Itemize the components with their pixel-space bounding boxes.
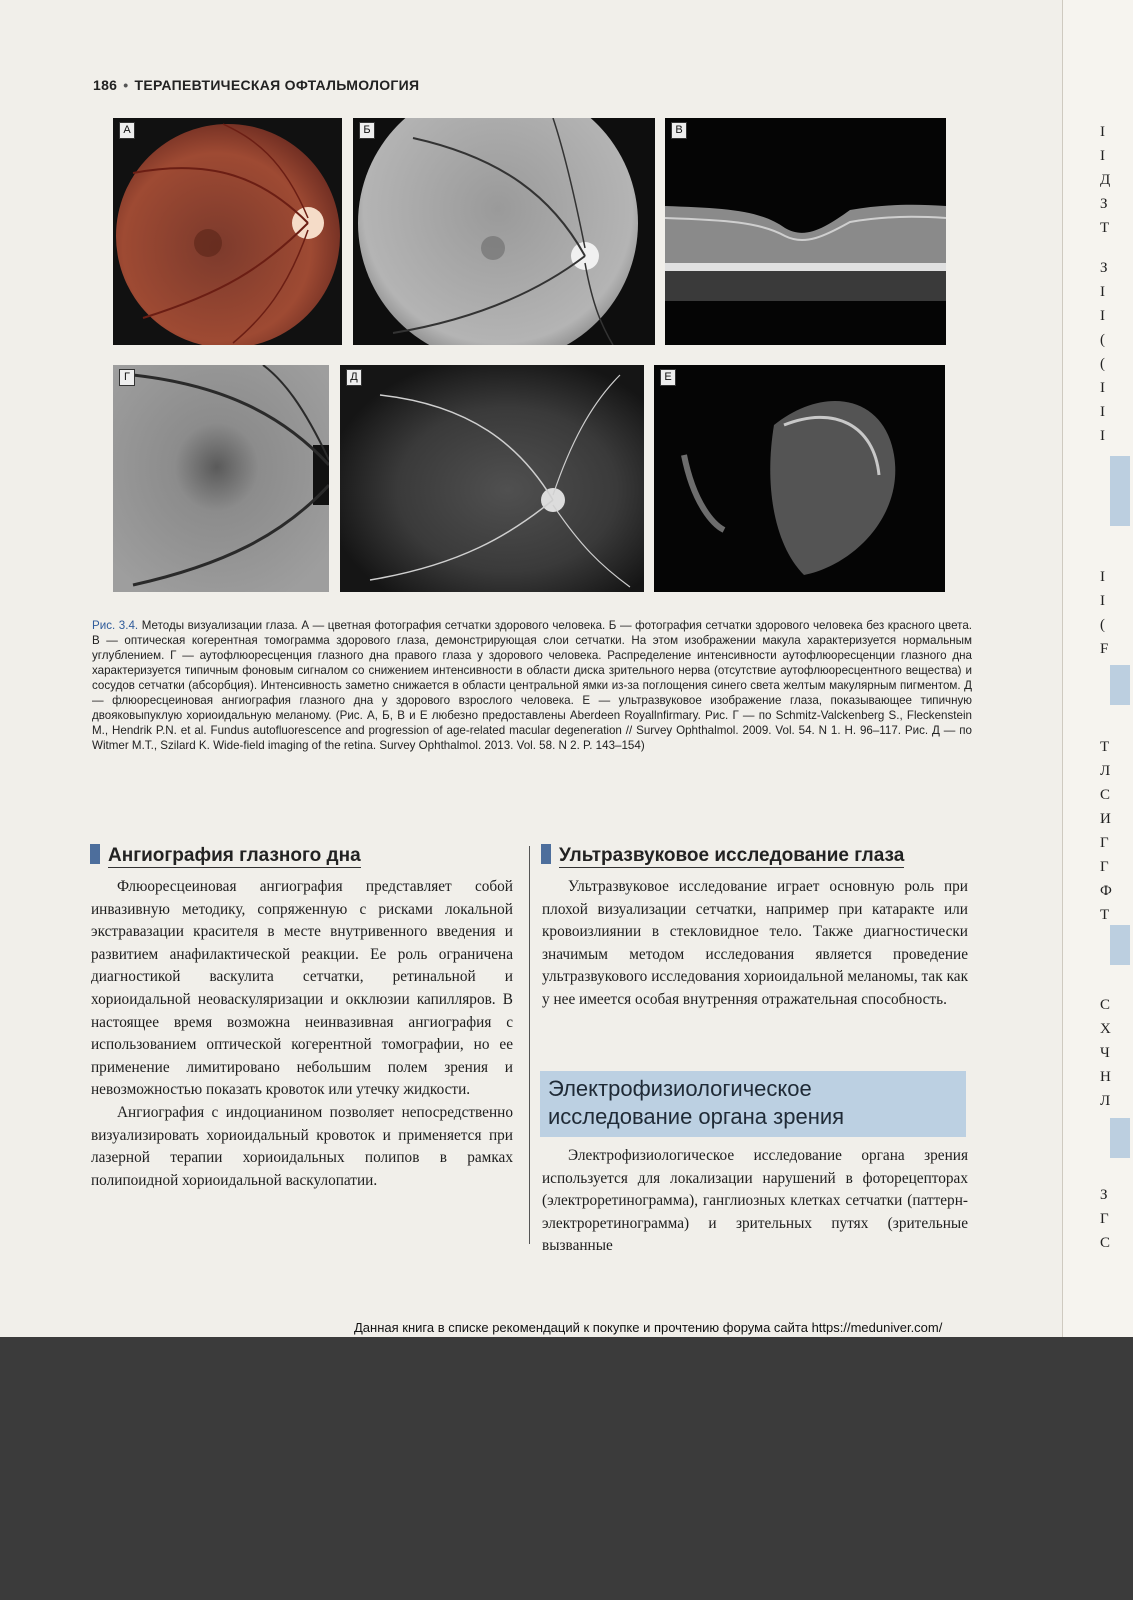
edge-letter: Т	[1100, 907, 1110, 923]
edge-letter: I	[1100, 380, 1105, 396]
heading-marker	[541, 844, 551, 864]
section-heading-text: Ультразвуковое исследование глаза	[559, 845, 905, 866]
figure-d-autofluorescence	[113, 365, 329, 592]
edge-letter: Т	[1100, 220, 1110, 236]
section-heading-electrophysiology	[540, 1071, 966, 1137]
edge-letter: I	[1100, 284, 1105, 300]
edge-letter: Ф	[1100, 883, 1112, 899]
section-heading-line: Электрофизиологическое	[548, 1076, 812, 1101]
edge-letter: (	[1100, 617, 1105, 633]
edge-letter: Л	[1100, 1093, 1111, 1109]
edge-letter: Г	[1100, 859, 1109, 875]
edge-letter: F	[1100, 641, 1109, 657]
edge-letter: Д	[1100, 172, 1111, 188]
section-heading-line: исследование органа зрения	[548, 1104, 845, 1129]
footer-note: Данная книга в списке рекомендаций к покупке и прочтению форума сайта https://meduniver.com/	[354, 1320, 943, 1335]
page-number: 186	[93, 77, 118, 93]
edge-letter: Ч	[1100, 1045, 1110, 1061]
header-separator: •	[123, 77, 129, 93]
edge-letter: Л	[1100, 763, 1111, 779]
edge-letter: С	[1100, 997, 1111, 1013]
edge-letter: Т	[1100, 739, 1110, 755]
edge-letter: I	[1100, 148, 1105, 164]
figure-label: Г	[119, 369, 135, 386]
right-column-text-1	[542, 876, 968, 1012]
figure-e-fluorescein-angiography	[340, 365, 644, 592]
edge-letter: (	[1100, 332, 1105, 348]
adjacent-page-blue-block	[1110, 456, 1130, 526]
edge-letter: I	[1100, 428, 1105, 444]
figure-caption-text: Методы визуализации глаза. А — цветная фотография сетчатки здорового человека. Б — фотография сетчатки здорового человека без красного цвета. В — оптическая когерентная томограмма здорового глаза, демонстрирующая слои сетчатки. На этом изображении макула характеризуется нормальным углублением. Г — аутофлюоресценция глазного дна правого глаза у здорового человека. Распределение интенсивности аутофлюоресценции глазного дна характеризуется типичным фоновым сигналом со снижением интенсивности в области диска зрительного нерва (отсутствие аутофлюоресцентного вещества) и сосудов сетчатки (абсорбция). Интенсивность заметно снижается в области центральной ямки из-за поглощения синего света желтым макулярным пигментом. Д — флюоресцеиновая ангиография глазного дна у здорового взрослого человека. Е — ультразвуковое изображение глаза, показывающее типичную двояковыпуклую хориоидальную меланому. (Рис. А, Б, В и Е любезно предоставлены Aberdeen Royallnfirmary. Рис. Г — по Schmitz-Valckenberg S., Fleckenstein M., Hendrik P.N. et al. Fundus autofluorescence and progression of age-related macular degeneration // Survey Ophthalmol. 2009. Vol. 54. N 1. H. 96–117. Рис. Д — по Witmer M.T., Szilard K. Wide-field imaging of the retina. Survey Ophthalmol. 2013. Vol. 58. N 2. P. 143–154)	[92, 619, 972, 752]
adjacent-page-letters	[1100, 735, 1112, 927]
figure-label: Д	[346, 369, 362, 386]
edge-letter: З	[1100, 196, 1108, 212]
figure-label: В	[671, 122, 687, 139]
heading-marker	[90, 844, 100, 864]
ultrasound-image	[654, 365, 945, 592]
edge-letter: Г	[1100, 1211, 1109, 1227]
color-fundus-image	[113, 118, 342, 345]
adjacent-page-letters	[1100, 565, 1108, 661]
edge-letter: I	[1100, 124, 1105, 140]
edge-letter: Г	[1100, 835, 1109, 851]
edge-letter: I	[1100, 308, 1105, 324]
section-heading-angiography	[90, 844, 361, 867]
edge-letter: С	[1100, 1235, 1111, 1251]
figure-b-red-free-fundus	[353, 118, 655, 345]
edge-letter: И	[1100, 811, 1111, 827]
autofluorescence-image	[113, 365, 329, 592]
book-title: ТЕРАПЕВТИЧЕСКАЯ ОФТАЛЬМОЛОГИЯ	[134, 77, 420, 93]
running-header	[93, 77, 419, 93]
red-free-fundus-image	[353, 118, 655, 345]
figure-label: Е	[660, 369, 676, 386]
left-column-text	[91, 876, 513, 1192]
edge-letter: Х	[1100, 1021, 1111, 1037]
figure-caption-ref: Рис. 3.4.	[92, 619, 139, 632]
adjacent-page-blue-block	[1110, 925, 1130, 965]
paragraph: Ангиография с индоцианином позволяет непосредственно визуализировать хориоидальный кровоток и применяется при лазерной терапии хориоидальных полипов в рамках полипоидной хориоидальной васкулопатии.	[91, 1103, 513, 1189]
figure-c-oct	[665, 118, 946, 345]
column-divider	[529, 846, 530, 1244]
paragraph: Электрофизиологическое исследование органа зрения используется для локализации нарушений в фоторецепторах (электроретинограмма), ганглиозных клетках сетчатки (паттерн-электроретинограмма) и зрительных путях (зрительные вызванные	[542, 1147, 968, 1255]
paragraph: Флюоресцеиновая ангиография представляет собой инвазивную методику, сопряженную с рисками локальной экстравазации красителя в месте внутривенного введения и развитием анафилактической реакции. Ее роль ограничена диагностикой васкулита сетчатки, ретинальной и хориоидальной неоваскуляризации и окклюзии капилляров. В настоящее время возможна неинвазивная ангиография с использованием оптической когерентной томографии, но ее применение лимитировано небольшим полем зрения и невозможностью показать кровоток или утечку жидкости.	[91, 878, 513, 1099]
edge-letter: С	[1100, 787, 1111, 803]
adjacent-page-letters	[1100, 993, 1111, 1113]
figure-a-color-fundus	[113, 118, 342, 345]
adjacent-page-blue-block	[1110, 1118, 1130, 1158]
figure-caption	[92, 618, 972, 753]
edge-letter: Н	[1100, 1069, 1111, 1085]
adjacent-page-letters	[1100, 1183, 1110, 1255]
edge-letter: З	[1100, 260, 1108, 276]
figure-f-ultrasound	[654, 365, 945, 592]
section-heading-ultrasound	[541, 844, 904, 867]
adjacent-page-blue-block	[1110, 665, 1130, 705]
edge-letter: I	[1100, 593, 1105, 609]
figure-label: А	[119, 122, 135, 139]
paragraph: Ультразвуковое исследование играет основную роль при плохой визуализации сетчатки, например при катаракте или кровоизлиянии в стекловидное тело. Также диагностически значимым методом исследования является проведение ультразвукового исследования хориоидальной меланомы, так как у нее имеется особая внутренняя отражательная способность.	[542, 878, 968, 1008]
edge-letter: З	[1100, 1187, 1108, 1203]
right-column-text-2	[542, 1145, 968, 1258]
fluorescein-angiography-image	[340, 365, 644, 592]
edge-letter: I	[1100, 404, 1105, 420]
edge-letter: I	[1100, 569, 1105, 585]
section-heading-text: Ангиография глазного дна	[108, 845, 361, 866]
figure-label: Б	[359, 122, 375, 139]
adjacent-page-letters	[1100, 120, 1110, 448]
oct-scan-image	[665, 118, 946, 345]
edge-letter: (	[1100, 356, 1105, 372]
